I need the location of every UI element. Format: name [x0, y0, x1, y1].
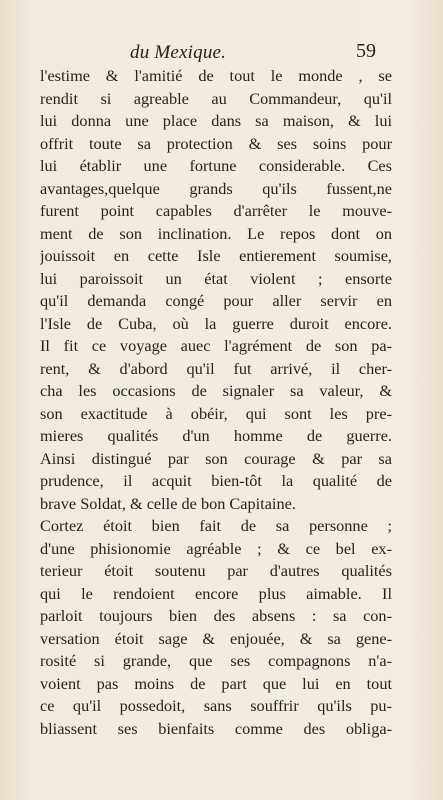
page-header: [0, 36, 443, 66]
text-line: ment de son inclination. Le repos dont on: [40, 223, 392, 243]
text-line: qu'il demanda congé pour aller servir en: [40, 291, 392, 310]
text-line: furent point capables d'arrêter le mouve-: [40, 201, 392, 220]
text-line: offrit toute sa protection & ses soins pour: [40, 133, 392, 153]
text-line: lui établir une fortune considerable. Ces: [40, 156, 392, 175]
text-line: voient pas moins de part que lui en tout: [40, 673, 392, 693]
text-line: qui le rendoient encore plus aimable. Il: [40, 583, 392, 603]
text-line: rent, & d'abord qu'il fut arrivé, il cher-: [40, 358, 392, 378]
text-line: lui paroissoit un état violent ; ensorte: [40, 268, 392, 288]
text-line: versation étoit sage & enjouée, & sa gene-: [40, 628, 392, 648]
page-number: 59: [356, 40, 376, 62]
text-line: rosité si grande, que ses compagnons n'a-: [40, 651, 392, 670]
text-line: ce qu'il possedoit, sans souffrir qu'ils pu-: [40, 696, 392, 715]
running-head: du Mexique.: [130, 42, 227, 63]
text-line: mieres qualités d'un homme de guerre.: [40, 426, 392, 445]
text-line: bliassent ses bienfaits comme des obliga-: [40, 718, 392, 738]
text-line: brave Soldat, & celle de bon Capitaine.: [40, 493, 296, 513]
text-line: terieur étoit soutenu par d'autres qualités: [40, 561, 392, 580]
text-line: Il fit ce voyage auec l'agrément de son pa-: [40, 336, 392, 355]
text-line: l'estime & l'amitié de tout le monde , se: [40, 66, 392, 85]
text-line: son exactitude à obéir, qui sont les pre-: [40, 403, 392, 423]
text-line: d'une phisionomie agréable ; & ce bel ex-: [40, 538, 392, 558]
text-line: avantages,quelque grands qu'ils fussent,ne: [40, 178, 392, 198]
text-line: Cortez étoit bien fait de sa personne ;: [40, 516, 392, 535]
text-line: rendit si agreable au Commandeur, qu'il: [40, 88, 392, 108]
text-line: cha les occasions de signaler sa valeur, &: [40, 381, 392, 400]
text-line: parloit toujours bien des absens : sa con-: [40, 606, 392, 625]
text-line: l'Isle de Cuba, où la guerre duroit encore.: [40, 313, 392, 333]
text-line: Ainsi distingué par son courage & par sa: [40, 448, 392, 468]
text-line: lui donna une place dans sa maison, & lui: [40, 111, 392, 130]
text-line: prudence, il acquit bien-tôt la qualité de: [40, 471, 392, 490]
text-line: jouissoit en cette Isle entierement soumise,: [40, 246, 392, 265]
body-text: [40, 65, 392, 740]
